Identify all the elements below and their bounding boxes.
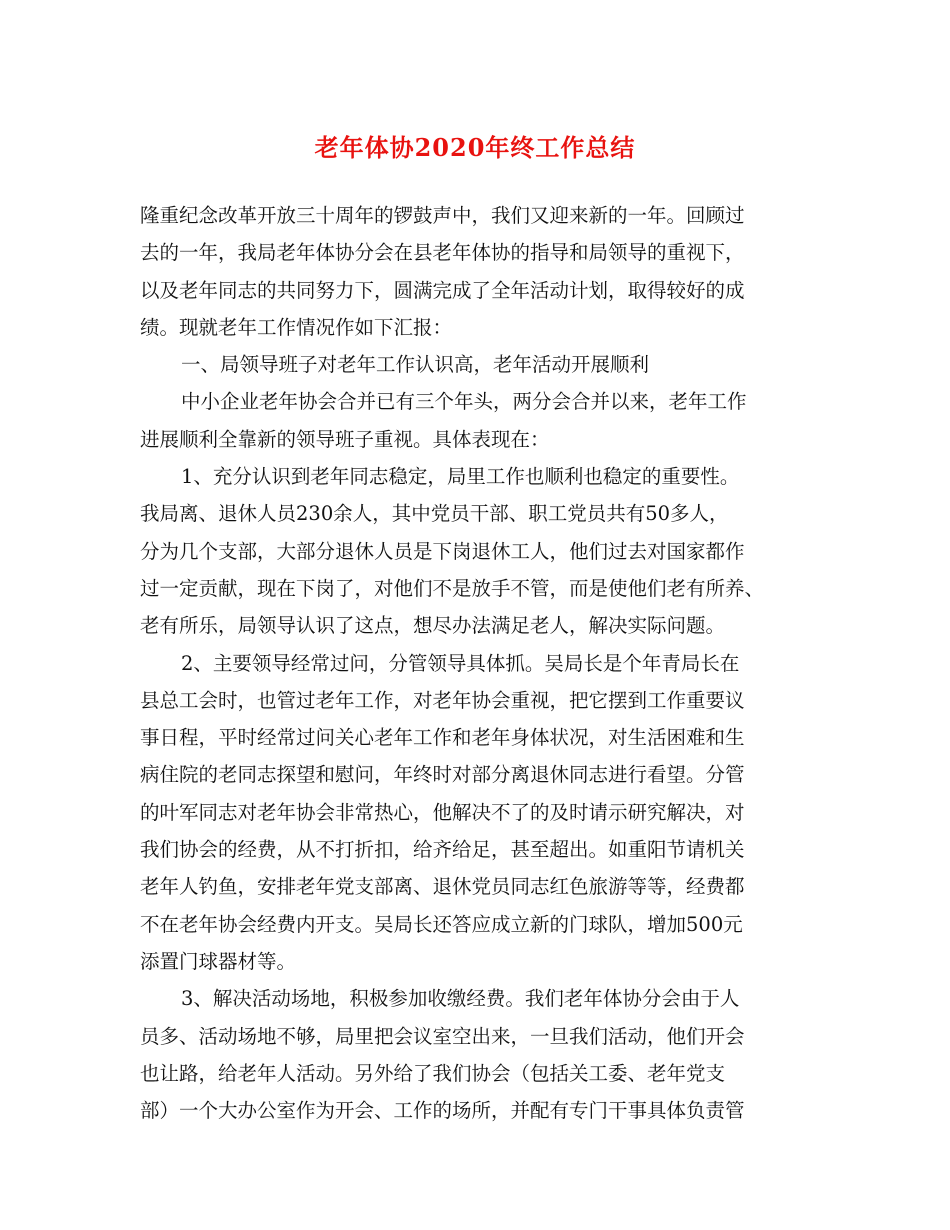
body-line: 员多、活动场地不够，局里把会议室空出来，一旦我们活动，他们开会 [140,1024,745,1048]
body-line: 也让路，给老年人活动。另外给了我们协会（包括关工委、老年党支 [140,1061,726,1085]
body-line: 添置门球器材等。 [140,949,297,973]
body-line: 不在老年协会经费内开支。吴局长还答应成立新的门球队，增加500元 [140,912,743,936]
body-line: 分为几个支部，大部分退休人员是下岗退休工人，他们过去对国家都作 [140,539,745,563]
body-line: 县总工会时，也管过老年工作，对老年协会重视，把它摆到工作重要议 [140,688,745,712]
body-line: 病住院的老同志探望和慰问，年终时对部分离退休同志进行看望。分管 [140,763,745,787]
body-line: 我们协会的经费，从不打折扣，给齐给足，甚至超出。如重阳节请机关 [140,838,745,862]
body-line: 隆重纪念改革开放三十周年的锣鼓声中，我们又迎来新的一年。回顾过 [140,204,745,227]
body-line: 部）一个大办公室作为开会、工作的场所，并配有专门干事具体负责管 [140,1099,745,1123]
body-line: 1、充分认识到老年同志稳定，局里工作也顺利也稳定的重要性。 [181,465,740,489]
document-body [140,197,816,1129]
body-line: 进展顺利全靠新的领导班子重视。具体表现在： [140,427,550,451]
body-line: 过一定贡献，现在下岗了，对他们不是放手不管，而是使他们老有所养、 [140,576,765,600]
section-heading: 一、局领导班子对老年工作认识高，老年活动开展顺利 [181,353,650,377]
body-line: 老年人钓鱼，安排老年党支部离、退休党员同志红色旅游等等，经费都 [140,875,745,899]
body-line: 去的一年，我局老年体协分会在县老年体协的指导和局领导的重视下， [140,241,745,265]
body-line: 中小企业老年协会合并已有三个年头，两分会合并以来，老年工作 [181,390,747,414]
body-line: 3、解决活动场地，积极参加收缴经费。我们老年体协分会由于人 [181,987,740,1011]
body-line: 以及老年同志的共同努力下，圆满完成了全年活动计划，取得较好的成 [140,278,745,302]
body-line: 老有所乐，局领导认识了这点，想尽办法满足老人，解决实际问题。 [140,614,726,638]
body-line: 绩。现就老年工作情况作如下汇报： [140,315,453,339]
body-line: 我局离、退休人员230余人，其中党员干部、职工党员共有50多人， [140,502,729,526]
document-title: 老年体协2020年终工作总结 [314,133,636,162]
body-line: 的叶军同志对老年协会非常热心，他解决不了的及时请示研究解决，对 [140,800,745,824]
body-line: 2、主要领导经常过问，分管领导具体抓。吴局长是个年青局长在 [181,651,740,675]
body-line: 事日程，平时经常过问关心老年工作和老年身体状况，对生活困难和生 [140,726,745,750]
